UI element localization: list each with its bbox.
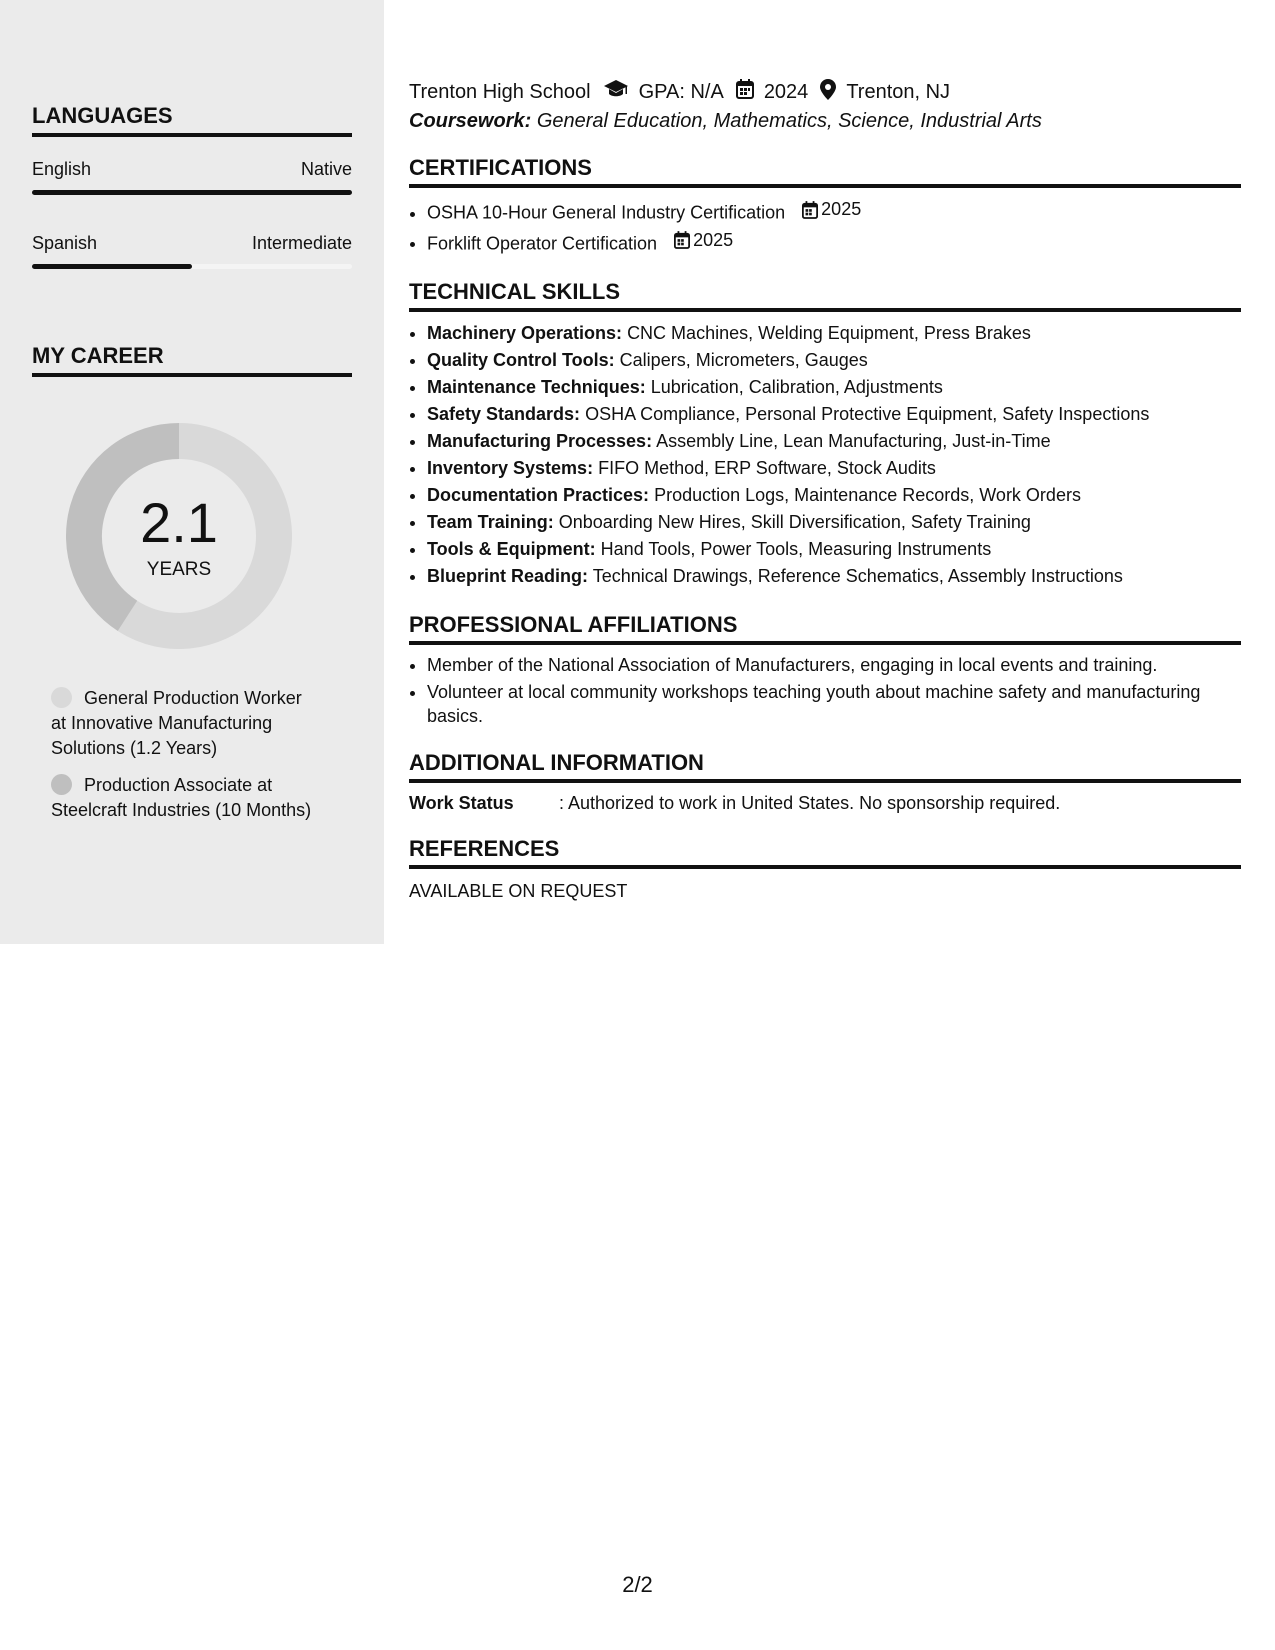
school-location: Trenton, NJ [846,80,951,103]
skill-item [427,374,1241,401]
skill-label: Team Training: [427,512,554,532]
gpa: GPA: N/A [638,80,724,103]
skill-value: Assembly Line, Lean Manufacturing, Just-in-Time [656,431,1051,451]
language-level: Native [300,159,352,179]
skill-item [427,455,1241,482]
career-legend-label: Production Associate at Steelcraft Industries (10 Months) [51,775,312,820]
language-proficiency-bar [32,264,352,269]
certifications-title: CERTIFICATIONS [409,155,1241,188]
work-status-value: : Authorized to work in United States. No sponsorship required. [559,793,1061,813]
skill-value: CNC Machines, Welding Equipment, Press Brakes [627,323,1031,343]
skill-label: Blueprint Reading: [427,566,588,586]
certification-date [674,227,733,254]
certification-item [427,196,1241,227]
location-pin-icon [820,79,836,106]
language-proficiency-bar [32,190,352,195]
legend-dot [51,687,72,708]
career-title: MY CAREER [32,343,352,377]
skill-item [427,428,1241,455]
work-status-row [409,793,1241,814]
coursework-label: Coursework: [409,110,532,132]
language-row [32,233,352,254]
language-proficiency-fill [32,264,192,269]
affiliation-item: • Member of the National Association of Manufacturers, engaging in local events and training. [427,653,1241,677]
calendar-icon [802,201,818,219]
skill-value: Lubrication, Calibration, Adjustments [650,377,943,397]
skill-value: Hand Tools, Power Tools, Measuring Instruments [600,539,992,559]
skill-label: Safety Standards: [427,404,581,424]
skill-label: Manufacturing Processes: [427,431,653,451]
language-name: Spanish [32,233,98,253]
career-legend [51,686,321,835]
career-legend-item [51,773,321,823]
calendar-icon [736,79,754,105]
career-section [32,343,352,377]
school-name: Trenton High School [409,80,591,103]
additional-info-title: ADDITIONAL INFORMATION [409,750,1241,783]
graduation-year: 2024 [763,80,809,103]
skill-value: FIFO Method, ERP Software, Stock Audits [598,458,936,478]
skill-item [427,509,1241,536]
coursework [409,110,1241,133]
education-line [409,78,1241,106]
calendar-icon [674,231,690,249]
language-name: English [32,159,92,179]
page-number: 2/2 [622,1572,653,1597]
career-donut-chart [66,423,292,649]
technical-skills-title: TECHNICAL SKILLS [409,279,1241,312]
skill-label: Machinery Operations: [427,323,623,343]
skill-value: OSHA Compliance, Personal Protective Equipment, Safety Inspections [585,404,1150,424]
coursework-value: General Education, Mathematics, Science, Industrial Arts [536,110,1042,132]
languages-title: LANGUAGES [32,103,352,137]
language-proficiency-fill [32,190,352,195]
certification-name: Forklift Operator Certification [427,233,658,253]
career-legend-item [51,686,321,761]
skill-item [427,401,1241,428]
certification-year: 2025 [693,229,734,250]
certification-date [802,196,861,223]
career-total-value: 2.1 [140,491,218,554]
skill-value: Onboarding New Hires, Skill Diversification, Safety Training [558,512,1031,532]
certifications-list [409,196,1241,257]
languages-section [32,103,352,269]
references-text: AVAILABLE ON REQUEST [409,881,628,901]
skill-item [427,536,1241,563]
sidebar [0,0,384,944]
work-status-label: Work Status [409,793,514,813]
skill-value: Calipers, Micrometers, Gauges [619,350,868,370]
certification-item [427,227,1241,258]
language-level: Intermediate [251,233,352,253]
certification-name: OSHA 10-Hour General Industry Certification [427,202,786,223]
skill-value: Production Logs, Maintenance Records, Work Orders [654,485,1081,505]
affiliation-item: • Volunteer at local community workshops teaching youth about machine safety and manufacturing basics. [427,680,1241,728]
main-content [409,78,1241,902]
language-row [32,159,352,180]
skill-label: Quality Control Tools: [427,350,615,370]
career-legend-label: General Production Worker at Innovative Manufacturing Solutions (1.2 Years) [51,688,302,758]
legend-dot [51,774,72,795]
career-total-unit: YEARS [146,559,212,580]
affiliations-title: PROFESSIONAL AFFILIATIONS [409,612,1241,645]
skill-label: Documentation Practices: [427,485,650,505]
references-title: REFERENCES [409,836,1241,869]
affiliations-list [409,653,1241,728]
skill-value: Technical Drawings, Reference Schematics, Assembly Instructions [592,566,1123,586]
skill-label: Maintenance Techniques: [427,377,646,397]
skill-item [427,563,1241,590]
skill-item [427,482,1241,509]
skill-label: Inventory Systems: [427,458,594,478]
skill-label: Tools & Equipment: [427,539,596,559]
technical-skills-list [409,320,1241,590]
graduation-cap-icon [603,79,629,105]
certification-year: 2025 [821,199,862,219]
skill-item [427,320,1241,347]
skill-item [427,347,1241,374]
